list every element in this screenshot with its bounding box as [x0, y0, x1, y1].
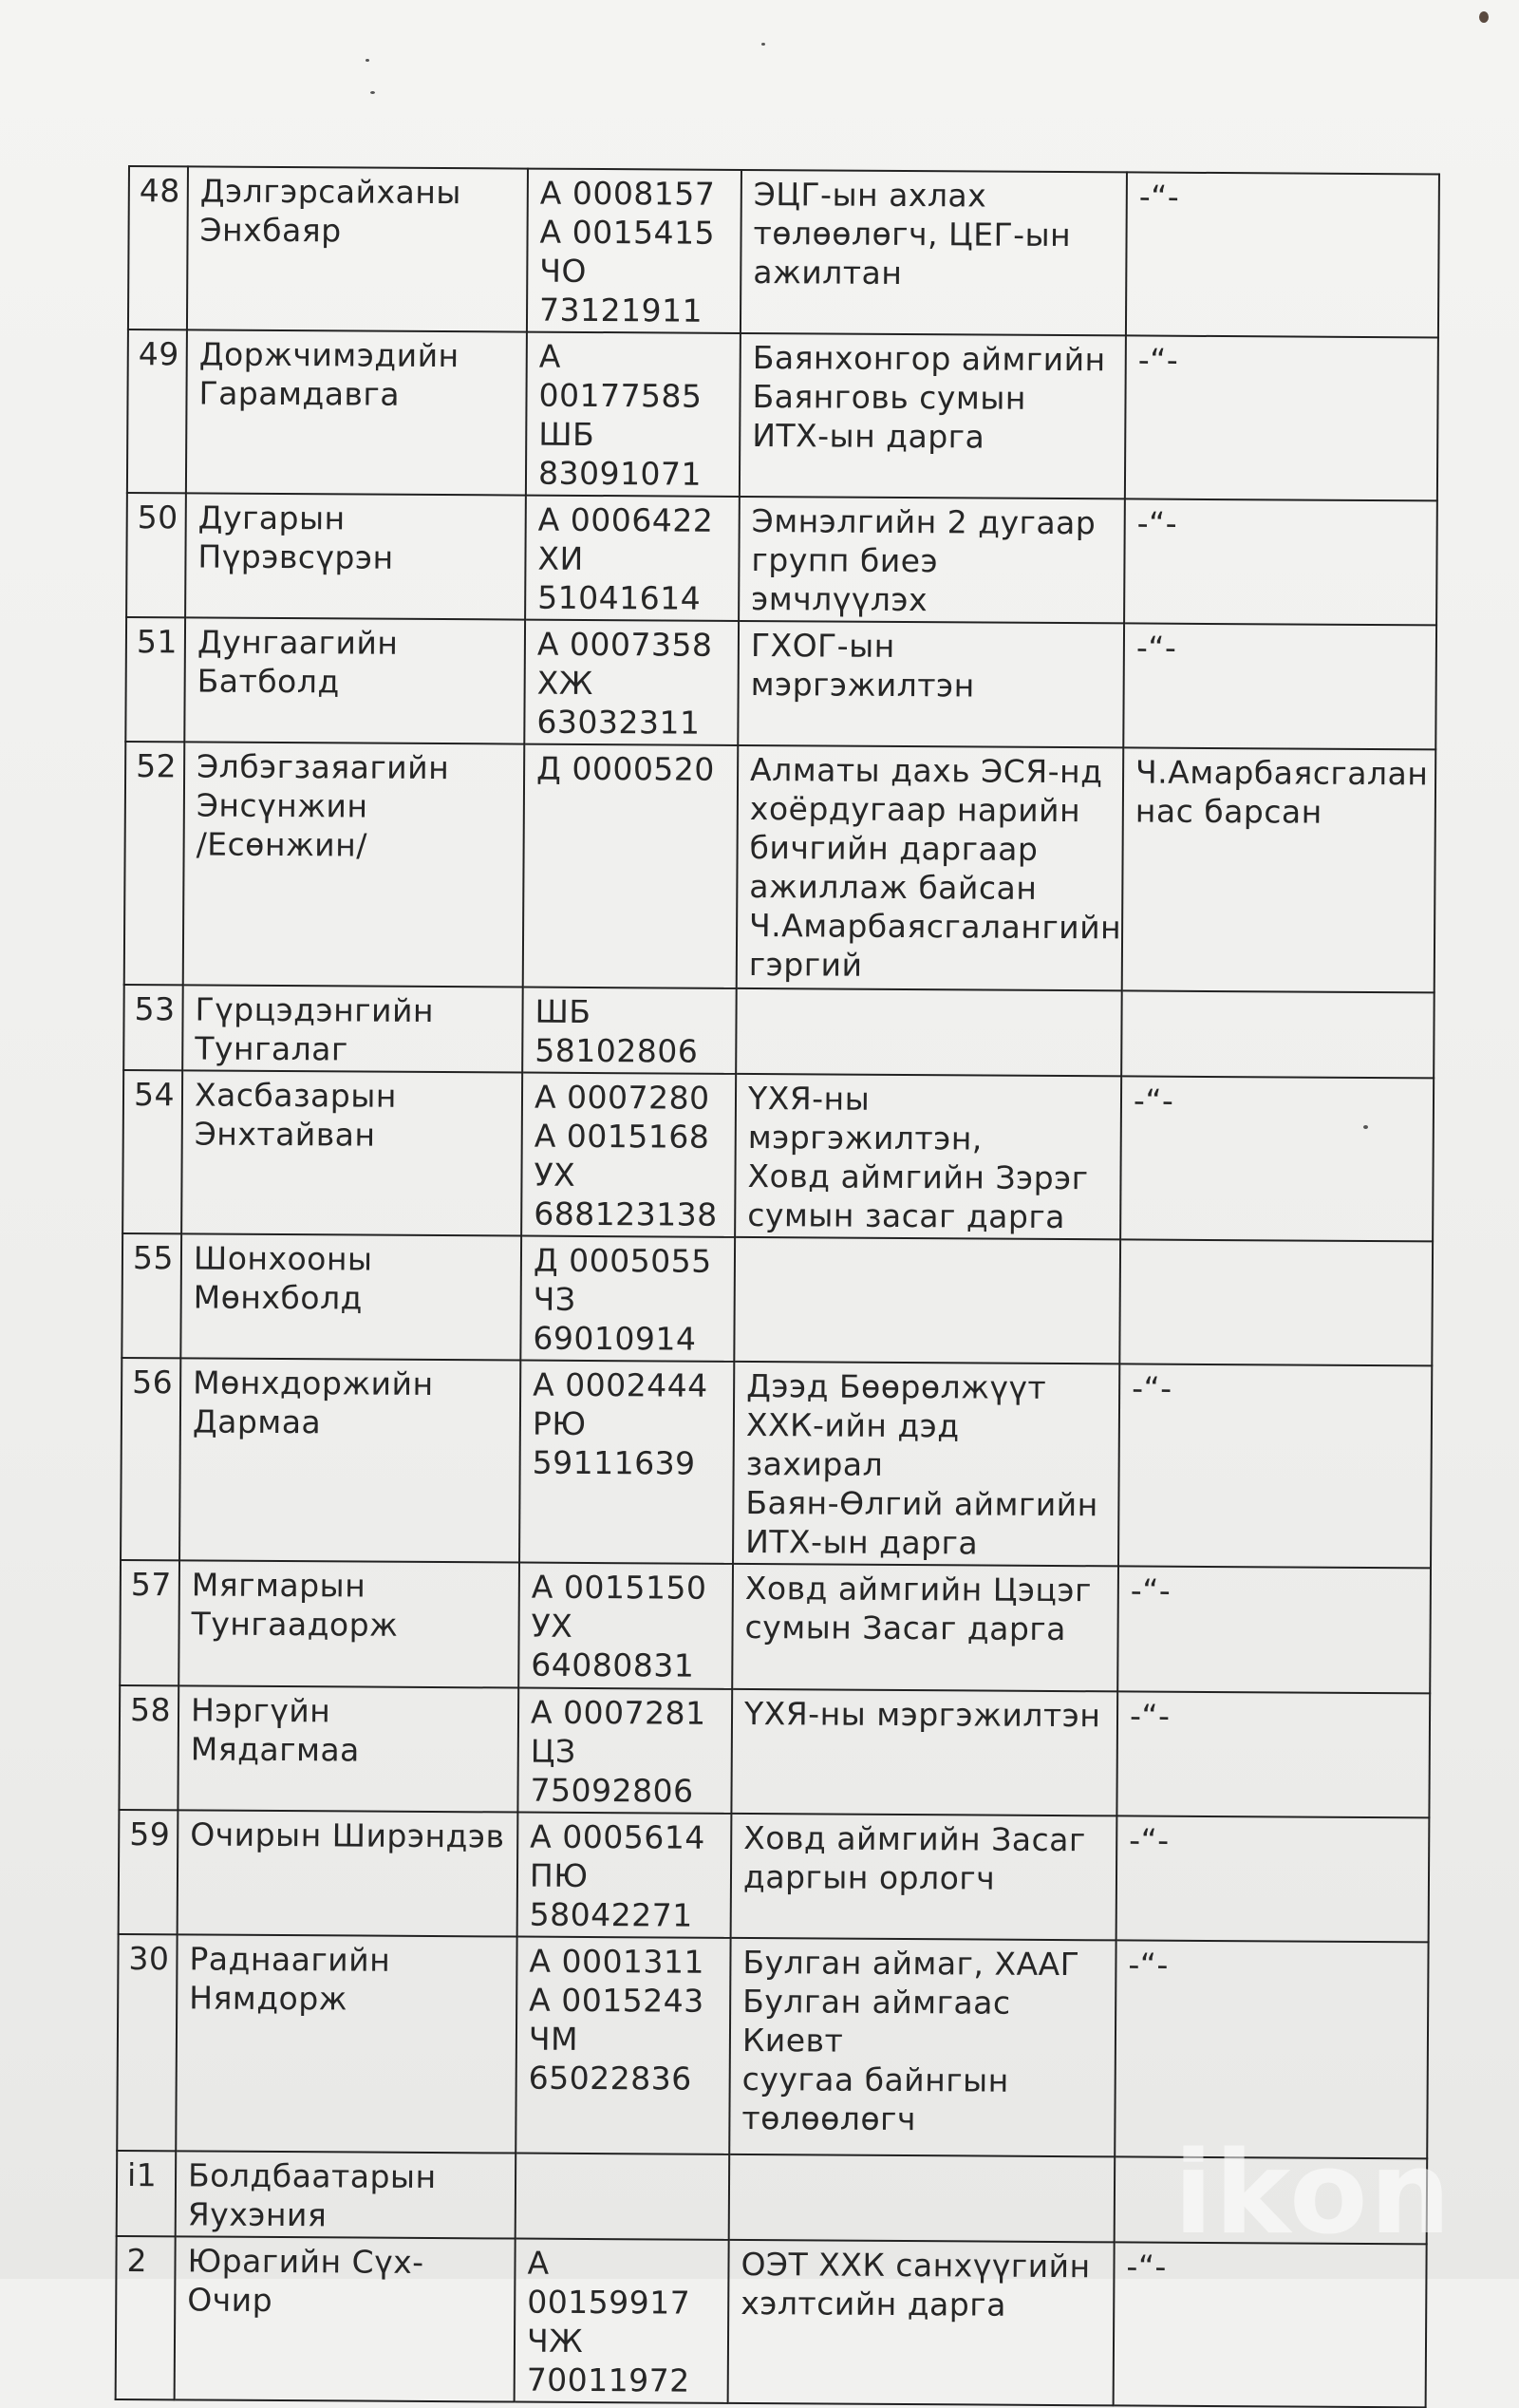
note: -“- [1120, 1076, 1434, 1241]
row-number: 58 [119, 1685, 178, 1810]
position-description [729, 2154, 1116, 2242]
note [1121, 990, 1435, 1078]
id-number: А 0006422 ХИ 51041614 [525, 496, 740, 621]
person-name: Доржчимэдийн Гарамдавга [186, 329, 527, 495]
id-number: ШБ 58102806 [522, 988, 737, 1074]
row-number: 52 [124, 742, 185, 985]
id-number: Д 0000520 [523, 744, 739, 988]
row-number: i1 [117, 2151, 177, 2236]
speck [370, 91, 375, 94]
roster-table [115, 165, 1440, 2408]
row-number: 2 [116, 2236, 176, 2399]
row-number: 59 [119, 1810, 178, 1934]
id-number: А 0002444 РЮ 59111639 [519, 1361, 734, 1564]
row-number: 49 [127, 329, 187, 493]
table-row [125, 617, 1436, 749]
table-row [119, 1685, 1430, 1817]
row-number: 56 [121, 1358, 180, 1560]
note: -“- [1116, 1815, 1430, 1942]
position-description: Алматы дахь ЭСЯ-нд хоёрдугаар нарийн бичгийн даргаар ажиллаж байсан Ч.Амарбаясгалангийн гэргий [737, 745, 1124, 990]
table-row [124, 742, 1436, 992]
person-name: Раднаагийн Нямдорж [176, 1934, 516, 2153]
person-name: Шонхооны Мөнхболд [180, 1233, 521, 1360]
row-number: 53 [123, 985, 183, 1070]
note: -“- [1126, 172, 1439, 337]
table-row [127, 329, 1438, 500]
person-name: Мөнхдоржийн Дармаа [179, 1358, 520, 1562]
row-number: 48 [128, 166, 188, 329]
table-row [120, 1560, 1431, 1693]
note: -“- [1123, 623, 1436, 749]
person-name: Болдбаатарын Яухэния [176, 2151, 516, 2238]
table-row [123, 985, 1435, 1078]
position-description: ГХОГ-ын мэргэжилтэн [738, 621, 1124, 747]
position-description: Булган аймаг, ХААГ Булган аймгаас Киевт суугаа байнгын төлөөлөгч [729, 1938, 1116, 2156]
id-number: Д 0005055 ЧЗ 69010914 [520, 1236, 735, 1362]
note: -“- [1118, 1364, 1432, 1568]
row-number: 51 [125, 617, 185, 742]
person-name: Дунгаагийн Батболд [184, 617, 525, 743]
person-name: Очирын Ширэндэв [178, 1810, 518, 1936]
note [1119, 1239, 1433, 1365]
person-name: Нэргүйн Мядагмаа [178, 1685, 518, 1812]
person-name: Мягмарын Тунгаадорж [178, 1560, 519, 1687]
note: -“- [1124, 499, 1437, 625]
note: -“- [1125, 335, 1438, 500]
id-number: А 00177585 ШБ 83091071 [526, 332, 741, 497]
row-number: 57 [120, 1560, 179, 1685]
person-name: Гүрцэдэнгийн Тунгалаг [182, 985, 523, 1072]
id-number: А 0015150 УХ 64080831 [518, 1563, 733, 1689]
position-description: ОЭТ ХХК санхүүгийн хэлтсийн дарга [728, 2240, 1115, 2405]
id-number: А 0005614 ПЮ 58042271 [517, 1813, 732, 1938]
row-number: 50 [126, 493, 186, 617]
note: -“- [1117, 1566, 1431, 1693]
table-row [121, 1358, 1432, 1568]
person-name: Дугарын Пүрэвсүрэн [185, 493, 526, 619]
position-description: Дээд Бөөрөлжүүт ХХК-ийн дэд захирал Баян-Өлгий аймгийн ИТХ-ын дарга [733, 1362, 1119, 1566]
position-description: ЭЦГ-ын ахлах төлөөлөгч, ЦЕГ-ын ажилтан [741, 170, 1127, 335]
note: -“- [1114, 2242, 1427, 2407]
table-row [122, 1070, 1434, 1241]
speck [366, 59, 369, 62]
person-name: Хасбазарын Энхтайван [181, 1070, 522, 1235]
position-description [736, 988, 1122, 1076]
speck [1479, 11, 1489, 23]
table-row [122, 1233, 1433, 1365]
position-description [734, 1237, 1120, 1364]
position-description: Эмнэлгийн 2 дугаар групп биеэ эмчлүүлэх [739, 497, 1125, 623]
position-description: ҮХЯ-ны мэргэжилтэн, Ховд аймгийн Зэрэг сумын засаг дарга [735, 1074, 1121, 1239]
position-description: Баянхонгор аймгийн Баянговь сумын ИТХ-ын дарга [740, 333, 1126, 499]
position-description: Ховд аймгийн Засаг даргын орлогч [731, 1814, 1117, 1940]
table-row [119, 1810, 1430, 1942]
person-name: Дэлгэрсайханы Энхбаяр [187, 166, 528, 331]
position-description: ҮХЯ-ны мэргэжилтэн [731, 1689, 1117, 1815]
id-number: А 0007280 А 0015168 УХ 688123138 [521, 1073, 736, 1237]
row-number: 55 [122, 1233, 181, 1358]
id-number [516, 2154, 730, 2240]
note: -“- [1116, 1691, 1430, 1817]
id-number: А 0001311 А 0015243 ЧМ 65022836 [516, 1937, 730, 2154]
person-name: Элбэгзаяагийн Энсүнжин /Есөнжин/ [183, 742, 525, 987]
table-row [128, 166, 1439, 337]
row-number: 54 [122, 1070, 182, 1233]
id-number: А 0008157 А 0015415 ЧО 73121911 [527, 169, 741, 333]
position-description: Ховд аймгийн Цэцэг сумын Засаг дарга [732, 1564, 1118, 1691]
table-row [117, 1934, 1428, 2158]
speck [761, 43, 765, 46]
row-number: 30 [117, 1934, 177, 2151]
table-row [116, 2236, 1427, 2407]
note: Ч.Амарбаясгалан нас барсан [1122, 747, 1436, 992]
watermark-logo: ikon [1173, 2128, 1453, 2260]
note: -“- [1115, 1940, 1428, 2158]
id-number: А 0007281 ЦЗ 75092806 [517, 1688, 732, 1814]
table-row [126, 493, 1437, 625]
id-number: А 00159917 ЧЖ 70011972 [515, 2239, 729, 2403]
id-number: А 0007358 ХЖ 63032311 [524, 620, 739, 745]
person-name: Юрагийн Сүх-Очир [175, 2236, 516, 2401]
